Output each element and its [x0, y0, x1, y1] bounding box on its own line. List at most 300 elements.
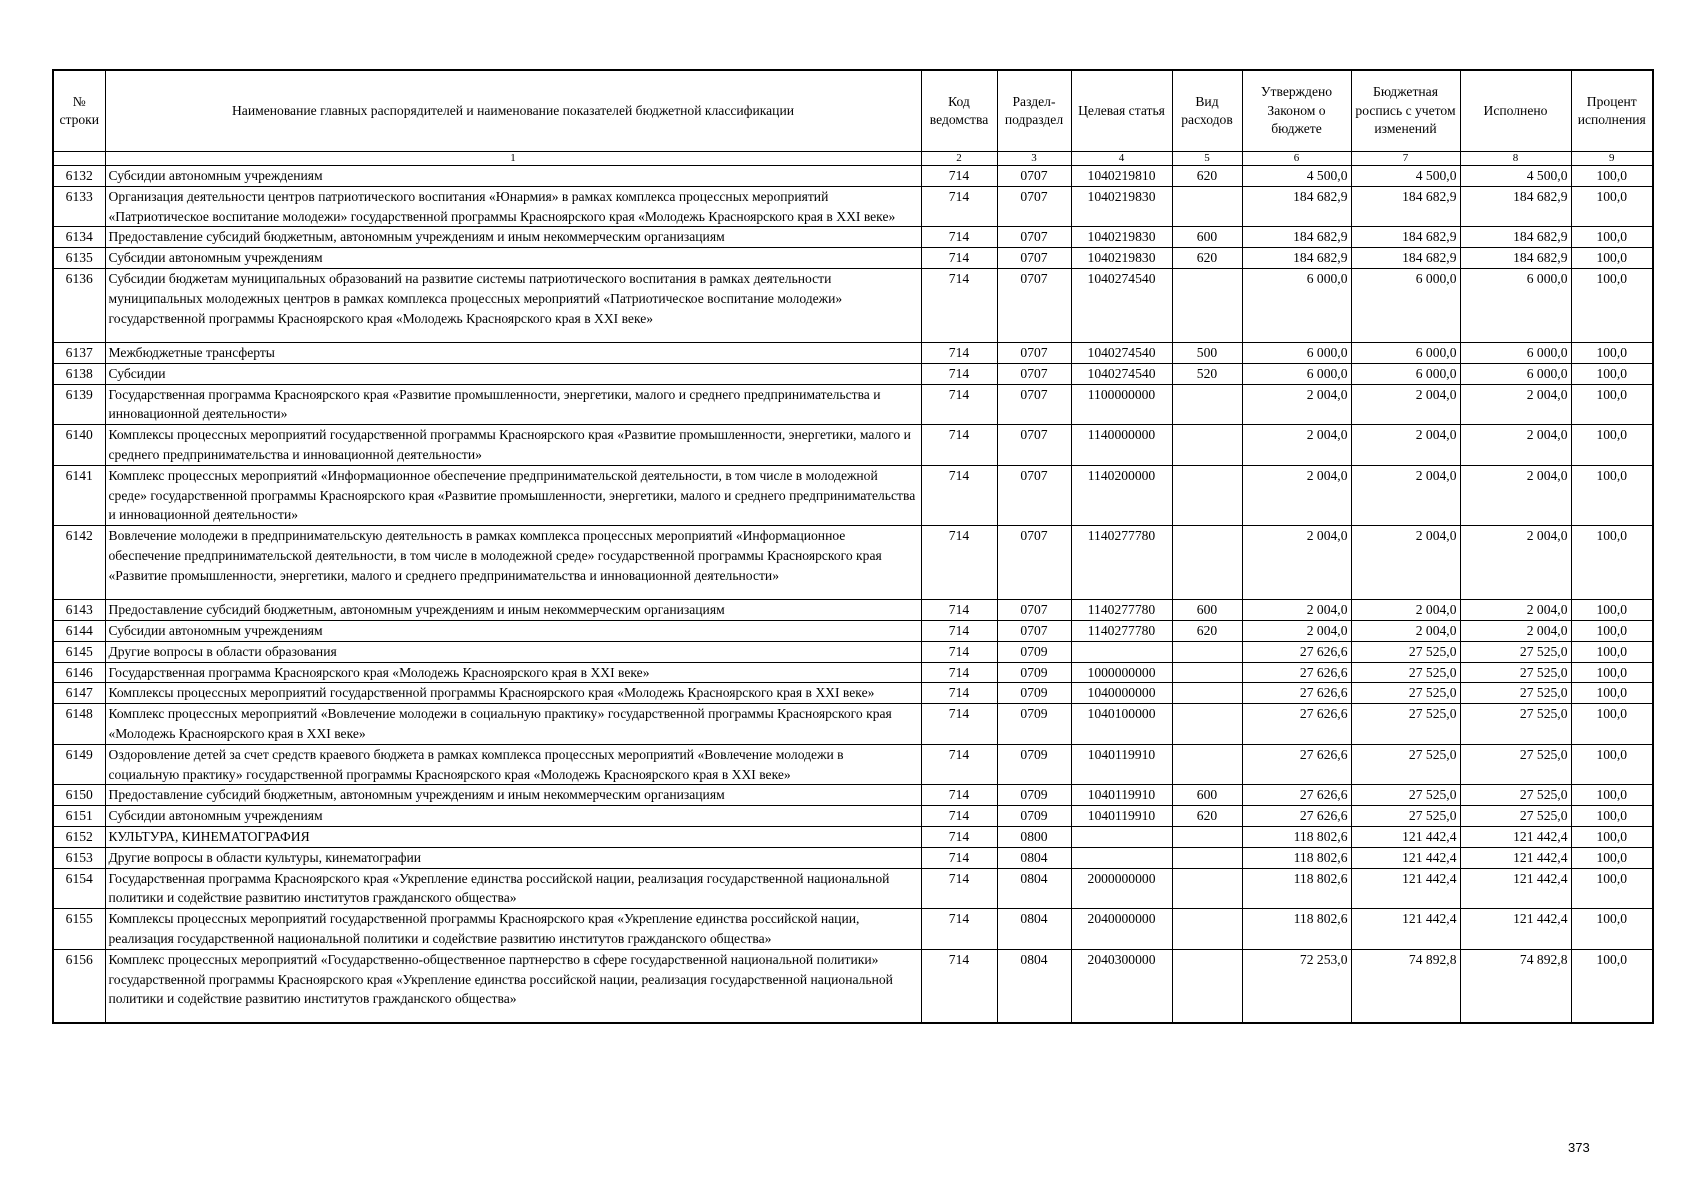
executed-amount: 121 442,4 — [1460, 847, 1571, 868]
approved-amount: 27 626,6 — [1242, 785, 1351, 806]
expense-type-code — [1172, 847, 1242, 868]
target-article-code: 1040274540 — [1071, 268, 1172, 342]
row-number: 6137 — [53, 342, 105, 363]
target-article-code: 2040300000 — [1071, 949, 1172, 1023]
expense-type-code — [1172, 704, 1242, 745]
page-number: 373 — [1568, 1140, 1590, 1155]
table-row — [53, 744, 1653, 785]
expense-type-code: 600 — [1172, 785, 1242, 806]
department-code: 714 — [921, 600, 997, 621]
department-code: 714 — [921, 342, 997, 363]
schedule-amount: 2 004,0 — [1351, 600, 1460, 621]
expense-type-code: 620 — [1172, 806, 1242, 827]
section-code: 0707 — [997, 425, 1071, 466]
schedule-amount: 74 892,8 — [1351, 949, 1460, 1023]
table-row — [53, 641, 1653, 662]
table-row — [53, 620, 1653, 641]
execution-percent: 100,0 — [1571, 683, 1653, 704]
expense-type-code — [1172, 744, 1242, 785]
column-number: 1 — [105, 152, 921, 166]
expense-type-code — [1172, 268, 1242, 342]
department-code: 714 — [921, 268, 997, 342]
table-row — [53, 662, 1653, 683]
schedule-amount: 6 000,0 — [1351, 363, 1460, 384]
row-number: 6133 — [53, 186, 105, 227]
row-number: 6140 — [53, 425, 105, 466]
executed-amount: 27 525,0 — [1460, 683, 1571, 704]
row-number: 6151 — [53, 806, 105, 827]
execution-percent: 100,0 — [1571, 384, 1653, 425]
approved-amount: 184 682,9 — [1242, 248, 1351, 269]
executed-amount: 2 004,0 — [1460, 620, 1571, 641]
executed-amount: 6 000,0 — [1460, 363, 1571, 384]
header-section-subsection: Раздел-подраздел — [997, 70, 1071, 152]
schedule-amount: 2 004,0 — [1351, 384, 1460, 425]
indicator-name: Комплексы процессных мероприятий государственной программы Красноярского края «Развитие промышленности, энергетики, малого и среднего предпринимательства и инновационной деятельности» — [105, 425, 921, 466]
execution-percent: 100,0 — [1571, 826, 1653, 847]
executed-amount: 121 442,4 — [1460, 909, 1571, 950]
row-number: 6152 — [53, 826, 105, 847]
department-code: 714 — [921, 248, 997, 269]
approved-amount: 27 626,6 — [1242, 641, 1351, 662]
column-number: 5 — [1172, 152, 1242, 166]
department-code: 714 — [921, 465, 997, 525]
executed-amount: 6 000,0 — [1460, 342, 1571, 363]
section-code: 0707 — [997, 166, 1071, 187]
indicator-name: Вовлечение молодежи в предпринимательскую деятельность в рамках комплекса процессных мероприятий «Информационное обеспечение предпринимательской деятельности, в том числе в молодежной среде» государственной программы Красноярского края «Развитие промышленности, энергетики, малого и среднего предпринимательства и инновационной деятельности» — [105, 526, 921, 600]
row-number: 6147 — [53, 683, 105, 704]
target-article-code: 1040119910 — [1071, 806, 1172, 827]
approved-amount: 2 004,0 — [1242, 425, 1351, 466]
section-code: 0709 — [997, 744, 1071, 785]
approved-amount: 184 682,9 — [1242, 227, 1351, 248]
executed-amount: 184 682,9 — [1460, 227, 1571, 248]
department-code: 714 — [921, 166, 997, 187]
approved-amount: 27 626,6 — [1242, 683, 1351, 704]
execution-percent: 100,0 — [1571, 186, 1653, 227]
indicator-name: Комплекс процессных мероприятий «Вовлечение молодежи в социальную практику» государственной программы Красноярского края «Молодежь Красноярского края в XXI веке» — [105, 704, 921, 745]
target-article-code: 1040219830 — [1071, 227, 1172, 248]
executed-amount: 4 500,0 — [1460, 166, 1571, 187]
approved-amount: 72 253,0 — [1242, 949, 1351, 1023]
indicator-name: Комплексы процессных мероприятий государственной программы Красноярского края «Молодежь Красноярского края в XXI веке» — [105, 683, 921, 704]
executed-amount: 27 525,0 — [1460, 641, 1571, 662]
schedule-amount: 121 442,4 — [1351, 847, 1460, 868]
target-article-code: 1040274540 — [1071, 342, 1172, 363]
schedule-amount: 2 004,0 — [1351, 465, 1460, 525]
department-code: 714 — [921, 425, 997, 466]
row-number: 6138 — [53, 363, 105, 384]
target-article-code: 1140277780 — [1071, 600, 1172, 621]
table-row — [53, 600, 1653, 621]
target-article-code — [1071, 641, 1172, 662]
expense-type-code — [1172, 465, 1242, 525]
row-number: 6153 — [53, 847, 105, 868]
indicator-name: Предоставление субсидий бюджетным, автономным учреждениям и иным некоммерческим организациям — [105, 227, 921, 248]
section-code: 0707 — [997, 268, 1071, 342]
schedule-amount: 2 004,0 — [1351, 425, 1460, 466]
schedule-amount: 27 525,0 — [1351, 662, 1460, 683]
header-executed: Исполнено — [1460, 70, 1571, 152]
section-code: 0709 — [997, 662, 1071, 683]
executed-amount: 27 525,0 — [1460, 744, 1571, 785]
indicator-name: Другие вопросы в области образования — [105, 641, 921, 662]
execution-percent: 100,0 — [1571, 806, 1653, 827]
expense-type-code — [1172, 641, 1242, 662]
approved-amount: 27 626,6 — [1242, 704, 1351, 745]
execution-percent: 100,0 — [1571, 425, 1653, 466]
column-number: 6 — [1242, 152, 1351, 166]
approved-amount: 6 000,0 — [1242, 342, 1351, 363]
department-code: 714 — [921, 526, 997, 600]
target-article-code: 1140277780 — [1071, 526, 1172, 600]
row-number: 6139 — [53, 384, 105, 425]
approved-amount: 6 000,0 — [1242, 268, 1351, 342]
expense-type-code: 520 — [1172, 363, 1242, 384]
approved-amount: 2 004,0 — [1242, 600, 1351, 621]
header-budget-schedule: Бюджетная роспись с учетом изменений — [1351, 70, 1460, 152]
execution-percent: 100,0 — [1571, 785, 1653, 806]
row-number: 6148 — [53, 704, 105, 745]
row-number: 6146 — [53, 662, 105, 683]
executed-amount: 2 004,0 — [1460, 526, 1571, 600]
executed-amount: 74 892,8 — [1460, 949, 1571, 1023]
approved-amount: 118 802,6 — [1242, 909, 1351, 950]
approved-amount: 118 802,6 — [1242, 826, 1351, 847]
budget-table — [52, 69, 1654, 1024]
executed-amount: 2 004,0 — [1460, 384, 1571, 425]
execution-percent: 100,0 — [1571, 363, 1653, 384]
header-execution-percent: Процент исполнения — [1571, 70, 1653, 152]
target-article-code: 1040119910 — [1071, 744, 1172, 785]
row-number: 6144 — [53, 620, 105, 641]
row-number: 6134 — [53, 227, 105, 248]
execution-percent: 100,0 — [1571, 847, 1653, 868]
table-row — [53, 683, 1653, 704]
indicator-name: Другие вопросы в области культуры, кинематографии — [105, 847, 921, 868]
approved-amount: 118 802,6 — [1242, 868, 1351, 909]
expense-type-code — [1172, 662, 1242, 683]
schedule-amount: 6 000,0 — [1351, 342, 1460, 363]
executed-amount: 121 442,4 — [1460, 826, 1571, 847]
target-article-code — [1071, 826, 1172, 847]
section-code: 0709 — [997, 806, 1071, 827]
execution-percent: 100,0 — [1571, 662, 1653, 683]
schedule-amount: 2 004,0 — [1351, 526, 1460, 600]
section-code: 0707 — [997, 465, 1071, 525]
department-code: 714 — [921, 909, 997, 950]
table-row — [53, 363, 1653, 384]
indicator-name: Государственная программа Красноярского края «Развитие промышленности, энергетики, малого и среднего предпринимательства и инновационной деятельности» — [105, 384, 921, 425]
department-code: 714 — [921, 683, 997, 704]
indicator-name: Субсидии автономным учреждениям — [105, 248, 921, 269]
target-article-code: 1040274540 — [1071, 363, 1172, 384]
table-row — [53, 425, 1653, 466]
table-row — [53, 166, 1653, 187]
table-row — [53, 785, 1653, 806]
execution-percent: 100,0 — [1571, 620, 1653, 641]
section-code: 0800 — [997, 826, 1071, 847]
indicator-name: Субсидии — [105, 363, 921, 384]
executed-amount: 2 004,0 — [1460, 465, 1571, 525]
executed-amount: 27 525,0 — [1460, 704, 1571, 745]
section-code: 0707 — [997, 227, 1071, 248]
expense-type-code — [1172, 384, 1242, 425]
indicator-name: Комплекс процессных мероприятий «Государственно-общественное партнерство в сфере государственной национальной политики» государственной программы Красноярского края «Укрепление единства российской нации, реализация государственной национальной политики и содействие развитию институтов гражданского общества» — [105, 949, 921, 1023]
department-code: 714 — [921, 785, 997, 806]
expense-type-code — [1172, 826, 1242, 847]
target-article-code: 1040119910 — [1071, 785, 1172, 806]
execution-percent: 100,0 — [1571, 526, 1653, 600]
section-code: 0709 — [997, 641, 1071, 662]
expense-type-code — [1172, 949, 1242, 1023]
execution-percent: 100,0 — [1571, 600, 1653, 621]
schedule-amount: 121 442,4 — [1351, 868, 1460, 909]
approved-amount: 27 626,6 — [1242, 806, 1351, 827]
schedule-amount: 27 525,0 — [1351, 785, 1460, 806]
executed-amount: 27 525,0 — [1460, 785, 1571, 806]
department-code: 714 — [921, 384, 997, 425]
indicator-name: Комплекс процессных мероприятий «Информационное обеспечение предпринимательской деятельности, в том числе в молодежной среде» государственной программы Красноярского края «Развитие промышленности, энергетики, малого и среднего предпринимательства и инновационной деятельности» — [105, 465, 921, 525]
table-row — [53, 384, 1653, 425]
section-code: 0707 — [997, 342, 1071, 363]
column-numbers-row — [53, 152, 1653, 166]
row-number: 6155 — [53, 909, 105, 950]
indicator-name: КУЛЬТУРА, КИНЕМАТОГРАФИЯ — [105, 826, 921, 847]
schedule-amount: 2 004,0 — [1351, 620, 1460, 641]
approved-amount: 2 004,0 — [1242, 620, 1351, 641]
approved-amount: 2 004,0 — [1242, 465, 1351, 525]
schedule-amount: 27 525,0 — [1351, 806, 1460, 827]
department-code: 714 — [921, 186, 997, 227]
expense-type-code — [1172, 683, 1242, 704]
row-number: 6150 — [53, 785, 105, 806]
indicator-name: Субсидии автономным учреждениям — [105, 620, 921, 641]
execution-percent: 100,0 — [1571, 166, 1653, 187]
target-article-code: 1040100000 — [1071, 704, 1172, 745]
section-code: 0707 — [997, 248, 1071, 269]
approved-amount: 2 004,0 — [1242, 526, 1351, 600]
expense-type-code: 600 — [1172, 600, 1242, 621]
department-code: 714 — [921, 641, 997, 662]
executed-amount: 184 682,9 — [1460, 248, 1571, 269]
approved-amount: 4 500,0 — [1242, 166, 1351, 187]
header-expense-type: Вид расходов — [1172, 70, 1242, 152]
section-code: 0709 — [997, 704, 1071, 745]
table-row — [53, 826, 1653, 847]
expense-type-code — [1172, 526, 1242, 600]
schedule-amount: 27 525,0 — [1351, 683, 1460, 704]
approved-amount: 184 682,9 — [1242, 186, 1351, 227]
schedule-amount: 27 525,0 — [1351, 744, 1460, 785]
target-article-code: 1140000000 — [1071, 425, 1172, 466]
schedule-amount: 6 000,0 — [1351, 268, 1460, 342]
indicator-name: Комплексы процессных мероприятий государственной программы Красноярского края «Укрепление единства российской нации, реализация государственной национальной политики и содействие развитию институтов гражданского общества» — [105, 909, 921, 950]
department-code: 714 — [921, 662, 997, 683]
table-row — [53, 868, 1653, 909]
schedule-amount: 184 682,9 — [1351, 186, 1460, 227]
column-number: 9 — [1571, 152, 1653, 166]
section-code: 0709 — [997, 683, 1071, 704]
row-number: 6145 — [53, 641, 105, 662]
execution-percent: 100,0 — [1571, 641, 1653, 662]
execution-percent: 100,0 — [1571, 268, 1653, 342]
execution-percent: 100,0 — [1571, 704, 1653, 745]
header-name: Наименование главных распорядителей и наименование показателей бюджетной классификации — [105, 70, 921, 152]
execution-percent: 100,0 — [1571, 465, 1653, 525]
table-row — [53, 806, 1653, 827]
table-row — [53, 847, 1653, 868]
target-article-code: 2040000000 — [1071, 909, 1172, 950]
schedule-amount: 184 682,9 — [1351, 248, 1460, 269]
header-approved-by-law: Утверждено Законом о бюджете — [1242, 70, 1351, 152]
execution-percent: 100,0 — [1571, 248, 1653, 269]
row-number: 6142 — [53, 526, 105, 600]
section-code: 0707 — [997, 600, 1071, 621]
executed-amount: 2 004,0 — [1460, 425, 1571, 466]
section-code: 0707 — [997, 384, 1071, 425]
indicator-name: Субсидии автономным учреждениям — [105, 806, 921, 827]
row-number: 6143 — [53, 600, 105, 621]
indicator-name: Государственная программа Красноярского края «Молодежь Красноярского края в XXI веке» — [105, 662, 921, 683]
target-article-code — [1071, 847, 1172, 868]
header-department-code: Код ведомства — [921, 70, 997, 152]
department-code: 714 — [921, 949, 997, 1023]
table-row — [53, 526, 1653, 600]
table-row — [53, 909, 1653, 950]
execution-percent: 100,0 — [1571, 868, 1653, 909]
approved-amount: 27 626,6 — [1242, 662, 1351, 683]
header-target-article: Целевая статья — [1071, 70, 1172, 152]
expense-type-code: 620 — [1172, 620, 1242, 641]
expense-type-code — [1172, 909, 1242, 950]
department-code: 714 — [921, 847, 997, 868]
schedule-amount: 121 442,4 — [1351, 826, 1460, 847]
row-number: 6156 — [53, 949, 105, 1023]
execution-percent: 100,0 — [1571, 909, 1653, 950]
approved-amount: 27 626,6 — [1242, 744, 1351, 785]
expense-type-code: 600 — [1172, 227, 1242, 248]
section-code: 0709 — [997, 785, 1071, 806]
row-number: 6132 — [53, 166, 105, 187]
department-code: 714 — [921, 227, 997, 248]
schedule-amount: 27 525,0 — [1351, 641, 1460, 662]
execution-percent: 100,0 — [1571, 227, 1653, 248]
indicator-name: Предоставление субсидий бюджетным, автономным учреждениям и иным некоммерческим организациям — [105, 785, 921, 806]
row-number: 6135 — [53, 248, 105, 269]
row-number: 6154 — [53, 868, 105, 909]
expense-type-code — [1172, 868, 1242, 909]
table-row — [53, 465, 1653, 525]
column-number: 2 — [921, 152, 997, 166]
section-code: 0707 — [997, 186, 1071, 227]
approved-amount: 6 000,0 — [1242, 363, 1351, 384]
table-row — [53, 227, 1653, 248]
approved-amount: 2 004,0 — [1242, 384, 1351, 425]
indicator-name: Предоставление субсидий бюджетным, автономным учреждениям и иным некоммерческим организациям — [105, 600, 921, 621]
department-code: 714 — [921, 620, 997, 641]
header-row-number: № строки — [53, 70, 105, 152]
target-article-code: 1140277780 — [1071, 620, 1172, 641]
execution-percent: 100,0 — [1571, 744, 1653, 785]
indicator-name: Оздоровление детей за счет средств краевого бюджета в рамках комплекса процессных мероприятий «Вовлечение молодежи в социальную практику» государственной программы Красноярского края «Молодежь Красноярского края в XXI веке» — [105, 744, 921, 785]
row-number: 6136 — [53, 268, 105, 342]
target-article-code: 1040219830 — [1071, 248, 1172, 269]
indicator-name: Субсидии бюджетам муниципальных образований на развитие системы патриотического воспитания в рамках деятельности муниципальных молодежных центров в рамках комплекса процессных мероприятий «Патриотическое воспитание молодежи» государственной программы Красноярского края «Молодежь Красноярского края в XXI веке» — [105, 268, 921, 342]
column-number: 3 — [997, 152, 1071, 166]
section-code: 0804 — [997, 949, 1071, 1023]
column-number — [53, 152, 105, 166]
indicator-name: Государственная программа Красноярского края «Укрепление единства российской нации, реализация государственной национальной политики и содействие развитию институтов гражданского общества» — [105, 868, 921, 909]
expense-type-code: 620 — [1172, 166, 1242, 187]
approved-amount: 118 802,6 — [1242, 847, 1351, 868]
column-number: 4 — [1071, 152, 1172, 166]
target-article-code: 2000000000 — [1071, 868, 1172, 909]
table-row — [53, 268, 1653, 342]
execution-percent: 100,0 — [1571, 949, 1653, 1023]
executed-amount: 6 000,0 — [1460, 268, 1571, 342]
section-code: 0804 — [997, 868, 1071, 909]
schedule-amount: 27 525,0 — [1351, 704, 1460, 745]
row-number: 6149 — [53, 744, 105, 785]
executed-amount: 27 525,0 — [1460, 662, 1571, 683]
department-code: 714 — [921, 744, 997, 785]
table-row — [53, 186, 1653, 227]
target-article-code: 1140200000 — [1071, 465, 1172, 525]
section-code: 0707 — [997, 363, 1071, 384]
column-number: 8 — [1460, 152, 1571, 166]
table-row — [53, 704, 1653, 745]
table-header-row — [53, 70, 1653, 152]
table-body — [53, 166, 1653, 1024]
table-row — [53, 342, 1653, 363]
section-code: 0707 — [997, 526, 1071, 600]
table-row — [53, 949, 1653, 1023]
expense-type-code: 620 — [1172, 248, 1242, 269]
execution-percent: 100,0 — [1571, 342, 1653, 363]
executed-amount: 184 682,9 — [1460, 186, 1571, 227]
department-code: 714 — [921, 826, 997, 847]
expense-type-code — [1172, 186, 1242, 227]
target-article-code: 1040000000 — [1071, 683, 1172, 704]
department-code: 714 — [921, 868, 997, 909]
indicator-name: Межбюджетные трансферты — [105, 342, 921, 363]
indicator-name: Организация деятельности центров патриотического воспитания «Юнармия» в рамках комплекса процессных мероприятий «Патриотическое воспитание молодежи» государственной программы Красноярского края «Молодежь Красноярского края в XXI веке» — [105, 186, 921, 227]
row-number: 6141 — [53, 465, 105, 525]
schedule-amount: 121 442,4 — [1351, 909, 1460, 950]
executed-amount: 27 525,0 — [1460, 806, 1571, 827]
target-article-code: 1040219810 — [1071, 166, 1172, 187]
section-code: 0707 — [997, 620, 1071, 641]
department-code: 714 — [921, 363, 997, 384]
indicator-name: Субсидии автономным учреждениям — [105, 166, 921, 187]
target-article-code: 1000000000 — [1071, 662, 1172, 683]
expense-type-code — [1172, 425, 1242, 466]
executed-amount: 121 442,4 — [1460, 868, 1571, 909]
column-number: 7 — [1351, 152, 1460, 166]
section-code: 0804 — [997, 847, 1071, 868]
expense-type-code: 500 — [1172, 342, 1242, 363]
schedule-amount: 4 500,0 — [1351, 166, 1460, 187]
schedule-amount: 184 682,9 — [1351, 227, 1460, 248]
table-row — [53, 248, 1653, 269]
department-code: 714 — [921, 806, 997, 827]
section-code: 0804 — [997, 909, 1071, 950]
department-code: 714 — [921, 704, 997, 745]
executed-amount: 2 004,0 — [1460, 600, 1571, 621]
target-article-code: 1100000000 — [1071, 384, 1172, 425]
target-article-code: 1040219830 — [1071, 186, 1172, 227]
